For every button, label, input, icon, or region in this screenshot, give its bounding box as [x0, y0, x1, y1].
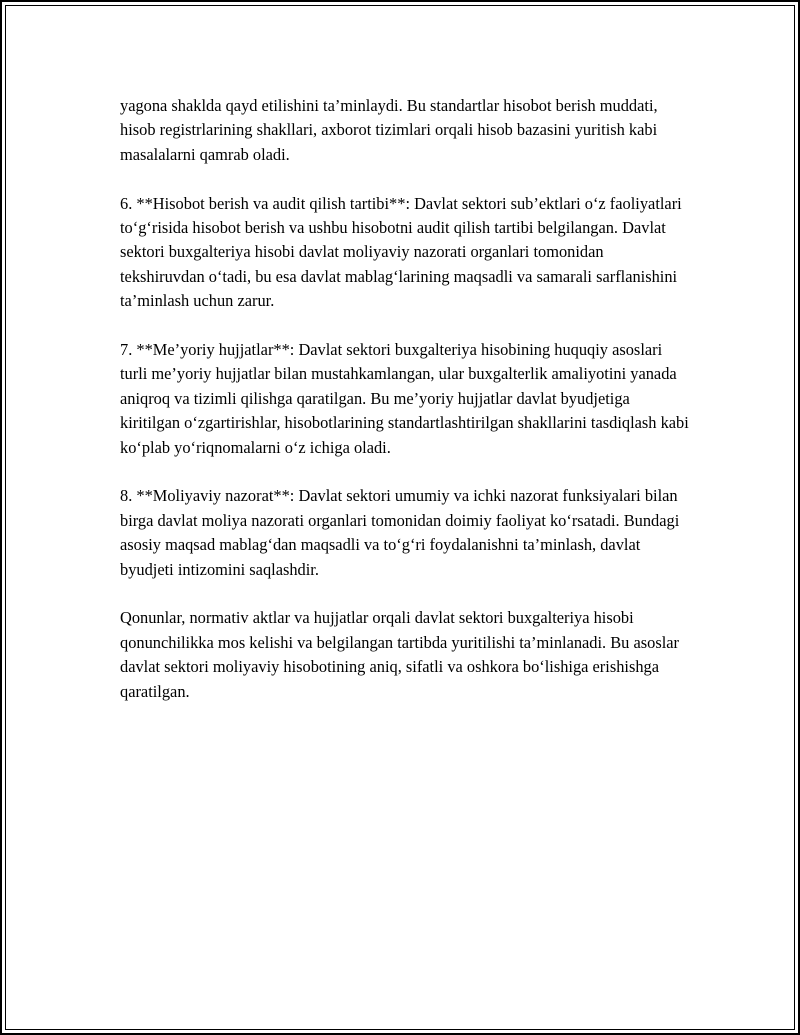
paragraph-continuation: yagona shaklda qayd etilishini ta’minlaydi. Bu standartlar hisobot berish muddati, hisob registrlarining shakllari, axborot tizimlari orqali hisob bazasini yuritish kabi masalalarni qamrab oladi. [120, 96, 658, 164]
document-body [120, 94, 690, 704]
paragraph-item-6: 6. **Hisobot berish va audit qilish tartibi**: Davlat sektori sub’ektlari o‘z faoliyatlari to‘g‘risida hisobot berish va ushbu hisobotni audit qilish tartibi belgilangan. Davlat sektori buxgalteriya hisobi davlat moliyaviy nazorati organlari tomonidan tekshiruvdan o‘tadi, bu esa davlat mablag‘larining maqsadli va samarali sarflanishini ta’minlash uchun zarur. [120, 193, 682, 311]
paragraph-item-7: 7. **Me’yoriy hujjatlar**: Davlat sektori buxgalteriya hisobining huquqiy asoslari turli me’yoriy hujjatlar bilan mustahkamlangan, ular buxgalterlik amaliyotini yanada aniqroq va tizimli qilishga qaratilgan. Bu me’yoriy hujjatlar davlat byudjetiga kiritilgan o‘zgartirishlar, hisobotlarining standartlashtirilgan shakllarini tasdiqlash kabi ko‘plab yo‘riqnomalarni o‘z ichiga oladi. [120, 340, 689, 457]
paragraph-conclusion: Qonunlar, normativ aktlar va hujjatlar orqali davlat sektori buxgalteriya hisobi qonunchilikka mos kelishi va belgilangan tartibda yuritilishi ta’minlanadi. Bu asoslar davlat sektori moliyaviy hisobotining aniq, sifatli va oshkora bo‘lishiga erishishga qaratilgan. [120, 608, 679, 701]
paragraph-item-8: 8. **Moliyaviy nazorat**: Davlat sektori umumiy va ichki nazorat funksiyalari bilan birga davlat moliya nazorati organlari tomonidan doimiy faoliyat ko‘rsatadi. Bundagi asosiy maqsad mablag‘dan maqsadli va to‘g‘ri foydalanishni ta’minlash, davlat byudjeti intizomini saqlashdir. [120, 486, 680, 579]
